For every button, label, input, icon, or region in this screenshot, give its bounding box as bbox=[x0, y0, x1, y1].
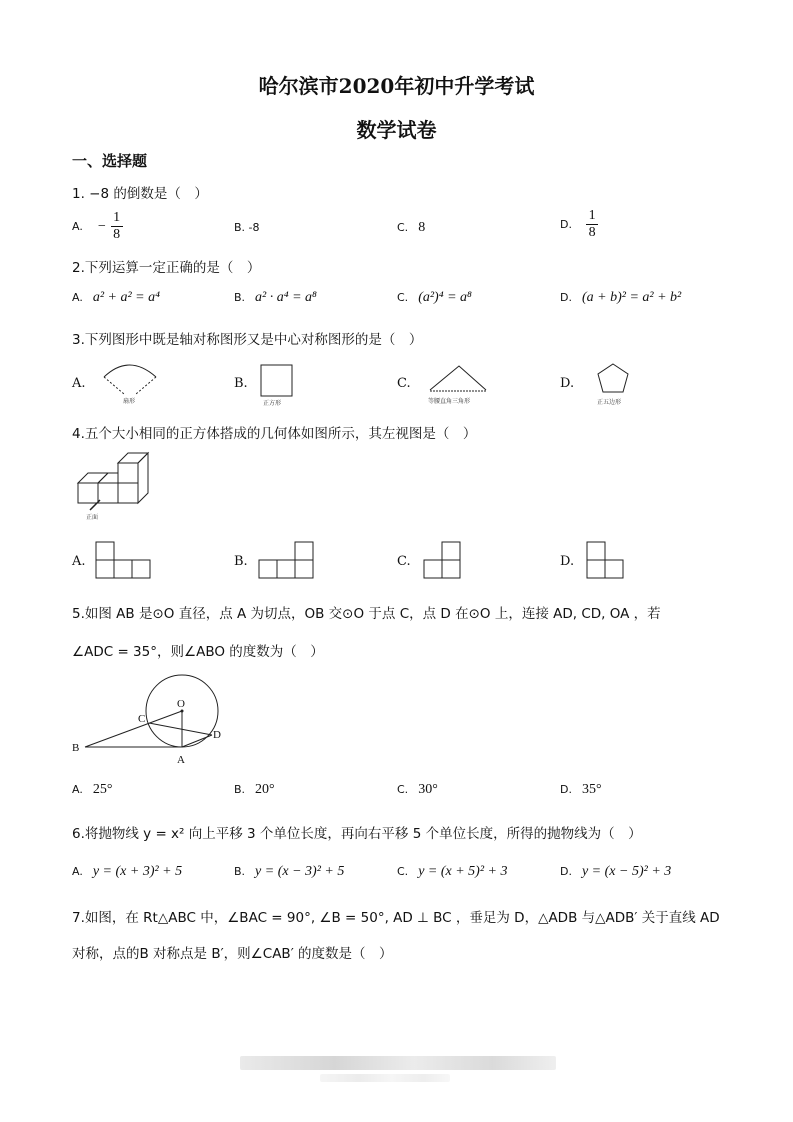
option-expression: y = (x − 5)² + 3 bbox=[581, 864, 672, 879]
option-value: 25° bbox=[92, 782, 113, 797]
question-3-stem: 3.下列图形中既是轴对称图形又是中心对称图形的是（ ） bbox=[72, 332, 423, 348]
pentagon-caption: 正五边形 bbox=[597, 399, 622, 406]
q6-option-b bbox=[234, 864, 344, 880]
q5-option-a bbox=[72, 782, 112, 798]
option-letter: C. bbox=[397, 291, 409, 304]
option-letter: C. bbox=[397, 221, 409, 234]
q4-option-a-label: A. bbox=[72, 554, 86, 569]
minus-sign: − bbox=[96, 219, 107, 234]
option-value: 20° bbox=[255, 782, 275, 797]
option-letter: B. bbox=[234, 865, 246, 878]
option-expression: a² · a⁴ = a⁸ bbox=[255, 290, 317, 305]
option-value: 8 bbox=[418, 220, 426, 235]
option-letter: D. bbox=[560, 218, 572, 231]
q6-option-a bbox=[72, 864, 182, 880]
option-letter: D. bbox=[560, 783, 572, 796]
q4-option-b-label: B. bbox=[234, 554, 248, 569]
point-o-label: O bbox=[177, 698, 185, 710]
q3-option-a-label: A. bbox=[72, 376, 86, 391]
square-caption: 正方形 bbox=[263, 400, 282, 407]
front-view-label: 正面 bbox=[86, 514, 99, 521]
point-a-label: A bbox=[177, 754, 185, 766]
option-value: 35° bbox=[581, 782, 602, 797]
denominator: 8 bbox=[588, 225, 596, 240]
page-subtitle: 数学试卷 bbox=[356, 118, 437, 142]
section-heading: 一、选择题 bbox=[72, 152, 148, 170]
option-text: B. -8 bbox=[234, 221, 260, 234]
option-letter: C. bbox=[397, 865, 409, 878]
point-d-label: D bbox=[213, 729, 221, 741]
question-6-stem: 6.将抛物线 y = x² 向上平移 3 个单位长度，再向右平移 5 个单位长度，所得的抛物线为（ ） bbox=[72, 826, 642, 842]
option-letter: B. bbox=[234, 783, 246, 796]
q3-option-d-label: D. bbox=[560, 376, 575, 391]
option-letter: A. bbox=[72, 783, 83, 796]
option-letter: A. bbox=[72, 220, 83, 233]
q6-option-d bbox=[560, 864, 671, 880]
q3-option-c-label: C. bbox=[397, 376, 411, 391]
numerator: 1 bbox=[588, 208, 596, 223]
option-expression: a² + a² = a⁴ bbox=[92, 290, 160, 305]
option-letter: A. bbox=[72, 291, 83, 304]
blurred-footer-subline bbox=[320, 1074, 450, 1082]
numerator: 1 bbox=[113, 210, 121, 225]
q4-option-d-label: D. bbox=[560, 554, 575, 569]
question-4-stem: 4.五个大小相同的正方体搭成的几何体如图所示，其左视图是（ ） bbox=[72, 426, 477, 442]
sector-caption: 扇形 bbox=[123, 398, 136, 405]
option-expression: y = (x + 3)² + 5 bbox=[92, 864, 183, 879]
point-c-label: C bbox=[138, 713, 146, 725]
question-1-stem: 1. −8 的倒数是（ ） bbox=[72, 186, 208, 202]
q6-option-c bbox=[397, 864, 507, 880]
option-letter: C. bbox=[397, 783, 409, 796]
question-7-stem-line2: 对称，点的B 对称点是 B′，则∠CAB′ 的度数是（ ） bbox=[72, 946, 393, 962]
option-expression: y = (x + 5)² + 3 bbox=[418, 864, 508, 879]
option-expression: (a + b)² = a² + b² bbox=[581, 290, 682, 305]
option-letter: D. bbox=[560, 291, 572, 304]
option-value: 30° bbox=[418, 782, 438, 797]
denominator: 8 bbox=[113, 227, 121, 242]
question-7-stem-line1: 7.如图，在 Rt△ABC 中，∠BAC = 90°, ∠B = 50°, AD ⊥ BC ，垂足为 D，△ADB 与△ADB′ 关于直线 AD bbox=[72, 910, 720, 926]
blurred-footer-watermark bbox=[240, 1056, 556, 1070]
option-expression: y = (x − 3)² + 5 bbox=[255, 864, 345, 879]
q4-option-c-label: C. bbox=[397, 554, 411, 569]
q5-option-d bbox=[560, 782, 602, 798]
page-title: 哈尔滨市2020年初中升学考试 bbox=[258, 74, 535, 98]
option-letter: B. bbox=[234, 291, 246, 304]
q3-option-b-label: B. bbox=[234, 376, 248, 391]
option-letter: D. bbox=[560, 865, 572, 878]
question-5-stem-line1: 5.如图 AB 是⊙O 直径，点 A 为切点，OB 交⊙O 于点 C，点 D 在⊙O 上，连接 AD, CD, OA ，若 bbox=[72, 606, 661, 622]
q5-option-c bbox=[397, 782, 438, 798]
triangle-caption: 等腰直角三角形 bbox=[428, 398, 471, 405]
option-letter: A. bbox=[72, 865, 83, 878]
option-expression: (a²)⁴ = a⁸ bbox=[418, 290, 472, 305]
q5-option-b bbox=[234, 782, 275, 798]
question-5-stem-line2: ∠ADC = 35°，则∠ABO 的度数为（ ） bbox=[72, 644, 324, 660]
question-2-stem: 2.下列运算一定正确的是（ ） bbox=[72, 260, 261, 276]
point-b-label: B bbox=[72, 742, 80, 754]
